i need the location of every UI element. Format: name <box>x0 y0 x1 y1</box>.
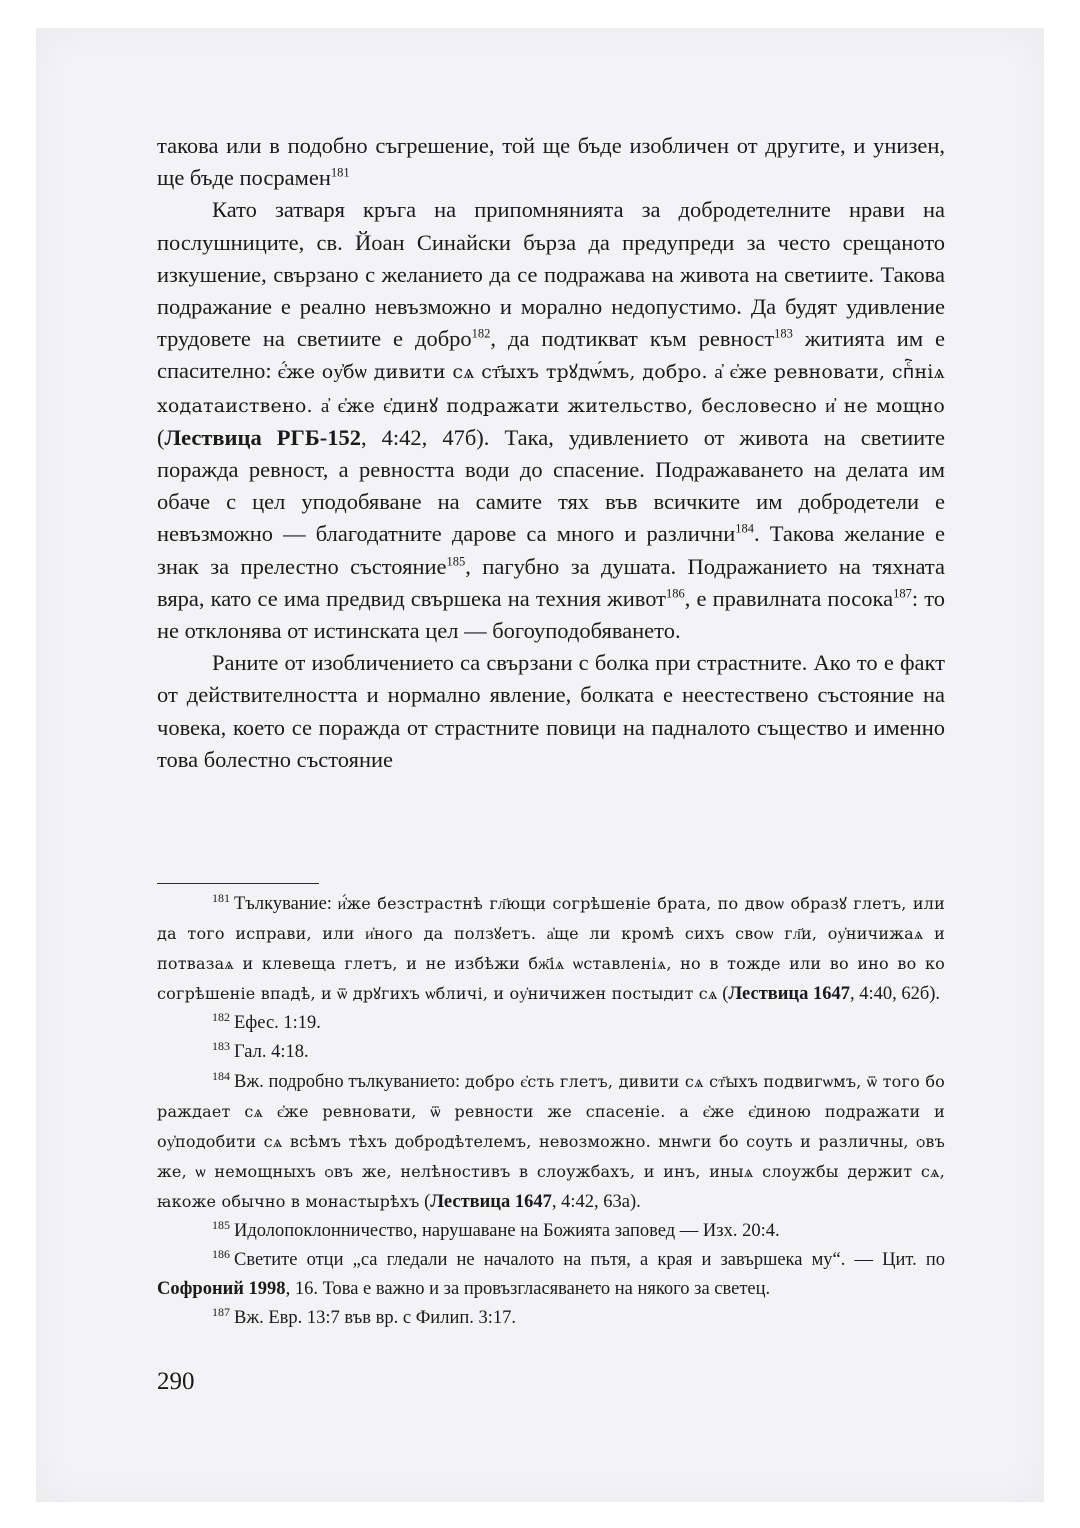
footnote-ref-182[interactable]: 182 <box>471 326 491 341</box>
footnote-number: 183 <box>212 1038 230 1053</box>
footnote-ref-186[interactable]: 186 <box>666 586 685 601</box>
citation-source: Лествица 1647 <box>430 1192 552 1212</box>
footnote-186: $^{186}$ Светите отци „са гледали не началото на пътя, а края и завършека му“. — Цит. по Софроний 1998, 16. Това е важно и за провъзгласяването на някого за светец. <box>157 1246 945 1299</box>
citation-source: Лествица РГБ-152 <box>164 424 361 450</box>
footnote-divider <box>157 883 319 884</box>
footnote-number: 181 <box>212 890 230 905</box>
church-slavonic-quote: и҆́же безстрастнѣ гл҃ющи согрѣшеніе брата, по двоѡ образꙋ глетъ, или да того исправи, или и҆ного да ползꙋетъ. а҆ще ли кромѣ сихъ своѡ гл҃и, оу҆ничижаѧ и потвазаѧ и клевеща глетъ, и не избѣжи бж҃іѧ ѡставленіѧ, но в тожде или во ино во ко согрѣшеніе впадѣ, и ѿ дрꙋгихъ ѡбличі, и оу҆ничижен постыдит сѧ <box>157 894 945 1003</box>
footnote-number: 185 <box>212 1217 230 1232</box>
footnote-185: $^{185}$ Идолопоклонничество, нарушаване на Божията заповед — Изх. 20:4. <box>212 1217 780 1241</box>
footnote-187: $^{187}$ Вж. Евр. 13:7 във вр. с Филип. 3:17. <box>212 1304 517 1328</box>
footnotes <box>157 889 945 1333</box>
page-number: 290 <box>157 1368 195 1395</box>
footnote-ref-183[interactable]: 183 <box>774 326 793 341</box>
footnote-ref-181[interactable]: 181 <box>330 165 350 180</box>
footnote-ref-185[interactable]: 185 <box>446 554 466 569</box>
citation-source: Лествица 1647 <box>728 984 850 1004</box>
church-slavonic-quote: є҆́же оу҆бѡ дивити сѧ ст҃ыхъ трꙋдѡ́мъ, добро. а҆ є҆же ревновати, спⷭ҇ніѧ ходатаиствено. а҆ є҆же є҆динꙋ подражати жительство, бесловесно и҆ не мощно <box>157 361 945 417</box>
church-slavonic-quote: добро є҆сть глетъ, дивити сѧ ст҃ыхъ подвигѡмъ, ѿ того бо раждает сѧ є҆же ревновати, ѿ ревности же спасеніе. а є҆же є҆диною подражати и оу҆подобити сѧ всѣмъ тѣхъ добродѣтелемъ, невозможно. мнѡги бо соуть и различны, ѻвъ же, ѡ немощныхъ ѻвъ же, нелѣностивъ в слоужбахъ, и инъ, иныѧ слоужбы держит сѧ, ꙗкоже обычно в монастырѣхъ <box>157 1072 945 1211</box>
footnote-number: 186 <box>212 1246 230 1261</box>
citation-source: Софроний 1998 <box>157 1279 286 1299</box>
paragraph-2: Като затваря кръга на припомнянията за добродетелните нрави на послушниците, св. Йоан Синайски бърза да предупреди за често срещаното изкушение, свързано с желанието да се подражава на живота на светиите. Такова подражание е реално невъзможно и морално недопустимо. Да будят удивление трудовете на светиите е добро$^{182}$, да подтикват към ревност$^{183}$ житията им е спасително: є҆́же оу҆бѡ дивити сѧ ст҃ыхъ трꙋдѡ́мъ, добро. а҆ є҆же ревновати, спⷭ҇ніѧ ходатаиствено. а҆ є҆же є҆динꙋ подражати жительство, бесловесно и҆ не мощно (Лествица РГБ-152, 4:42, 47б). Така, удивлението от живота на светиите поражда ревност, а ревността води до спасение. Подражаването на делата им обаче с цел уподобяване на самите тях във всичките им добродетели е невъзможно — благодатните дарове са много и различни$^{184}$. Такова желание е знак за прелестно състояние$^{185}$, пагубно за душата. Подражанието на тяхната вяра, като се има предвид свършека на техния живот$^{186}$, е правилната посока$^{187}$: то не отклонява от истинската цел — богоуподобяването. <box>157 197 946 644</box>
paragraph-3: Раните от изобличението са свързани с болка при страстните. Ако то е факт от действителността и нормално явление, болката е неестествено състояние на човека, което се поражда от страстните повици на падналото същество и именно това болестно състояние <box>157 650 945 772</box>
footnote-number: 184 <box>212 1068 230 1083</box>
footnote-number: 182 <box>212 1009 230 1024</box>
paragraph-1: такова или в подобно съгрешение, той ще бъде изобличен от другите, и унизен, ще бъде посрамен$^{181}$ <box>157 133 945 191</box>
main-text <box>157 130 945 776</box>
footnote-181: $^{181}$ Тълкувание: и҆́же безстрастнѣ гл҃ющи согрѣшеніе брата, по двоѡ образꙋ глетъ, или да того исправи, или и҆ного да ползꙋетъ. а҆ще ли кромѣ сихъ своѡ гл҃и, оу҆ничижаѧ и потвазаѧ и клевеща глетъ, и не избѣжи бж҃іѧ ѡставленіѧ, но в тожде или во ино во ко согрѣшеніе впадѣ, и ѿ дрꙋгихъ ѡбличі, и оу҆ничижен постыдит сѧ (Лествица 1647, 4:40, 62б). <box>157 890 945 1004</box>
footnote-184: $^{184}$ Вж. подробно тълкуванието: добро є҆сть глетъ, дивити сѧ ст҃ыхъ подвигѡмъ, ѿ того бо раждает сѧ є҆же ревновати, ѿ ревности же спасеніе. а є҆же є҆диною подражати и оу҆подобити сѧ всѣмъ тѣхъ добродѣтелемъ, невозможно. мнѡги бо соуть и различны, ѻвъ же, ѡ немощныхъ ѻвъ же, нелѣностивъ в слоужбахъ, и инъ, иныѧ слоужбы держит сѧ, ꙗкоже обычно в монастырѣхъ (Лествица 1647, 4:42, 63а). <box>157 1068 945 1212</box>
footnote-182: $^{182}$ Ефес. 1:19. <box>212 1009 321 1033</box>
footnote-ref-184[interactable]: 184 <box>735 521 754 536</box>
footnote-number: 187 <box>212 1304 230 1319</box>
footnote-ref-187[interactable]: 187 <box>893 586 912 601</box>
footnote-183: $^{183}$ Гал. 4:18. <box>212 1038 309 1062</box>
